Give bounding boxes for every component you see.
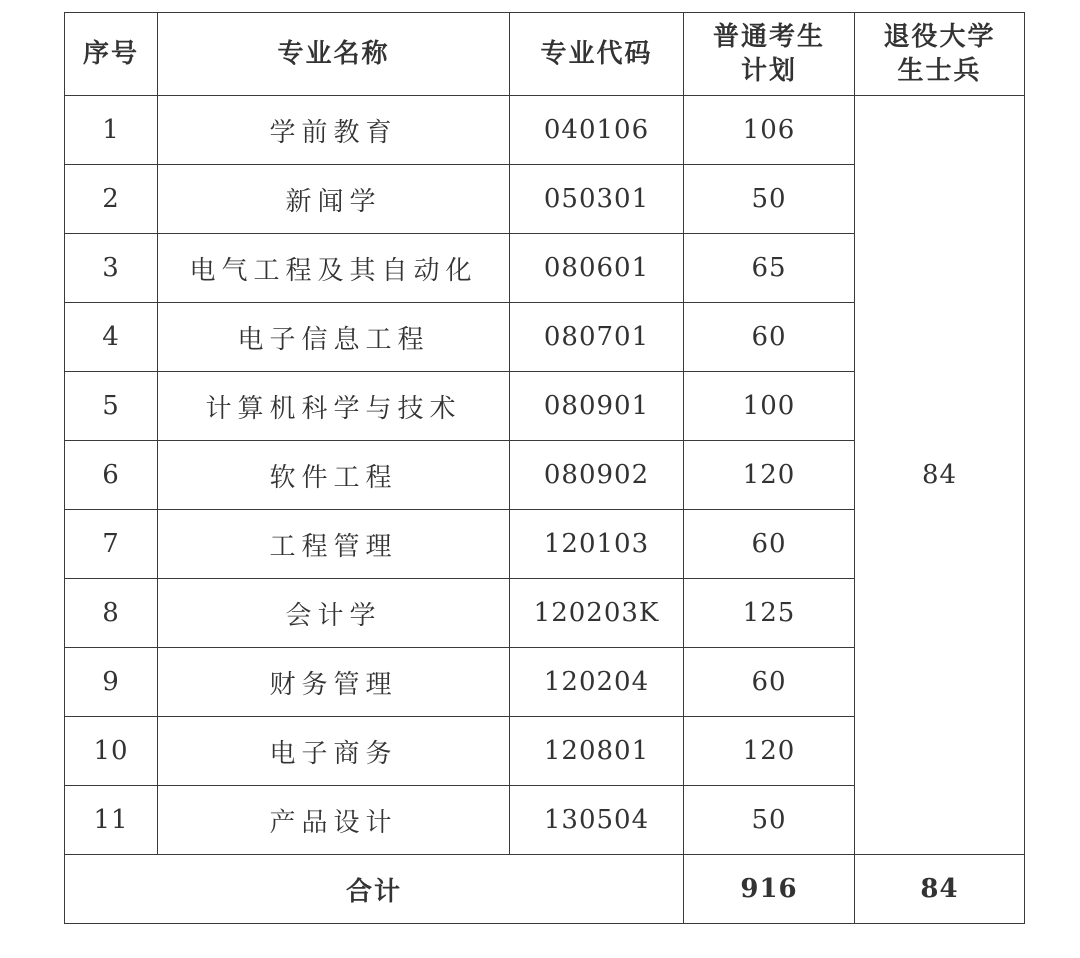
row-major-name: 新闻学 [158, 165, 510, 234]
enrollment-plan-table [64, 12, 1025, 924]
header-regular-plan-line2: 计划 [740, 56, 797, 86]
row-regular-plan: 125 [684, 579, 855, 648]
row-regular-plan: 50 [684, 165, 855, 234]
row-regular-plan: 120 [684, 717, 855, 786]
row-major-name: 工程管理 [158, 510, 510, 579]
header-row [65, 13, 1025, 96]
row-index: 2 [65, 165, 158, 234]
row-major-name: 产品设计 [158, 786, 510, 855]
row-regular-plan: 120 [684, 441, 855, 510]
header-major-code: 专业代码 [510, 13, 684, 96]
header-regular-plan-line1: 普通考生 [712, 22, 825, 52]
header-veteran-plan [855, 13, 1025, 96]
row-major-name: 会计学 [158, 579, 510, 648]
row-major-code: 040106 [510, 96, 684, 165]
table-row [65, 96, 1025, 165]
row-regular-plan: 60 [684, 510, 855, 579]
row-index: 3 [65, 234, 158, 303]
row-index: 11 [65, 786, 158, 855]
row-major-code: 120103 [510, 510, 684, 579]
row-regular-plan: 106 [684, 96, 855, 165]
row-index: 7 [65, 510, 158, 579]
row-regular-plan: 50 [684, 786, 855, 855]
total-label: 合计 [65, 855, 684, 924]
row-index: 5 [65, 372, 158, 441]
row-major-code: 130504 [510, 786, 684, 855]
header-veteran-line2: 生士兵 [897, 56, 982, 86]
row-index: 8 [65, 579, 158, 648]
header-major-name: 专业名称 [158, 13, 510, 96]
total-row [65, 855, 1025, 924]
row-major-code: 120801 [510, 717, 684, 786]
row-major-name: 电子商务 [158, 717, 510, 786]
total-regular-plan: 916 [684, 855, 855, 924]
table-header [65, 13, 1025, 96]
row-index: 9 [65, 648, 158, 717]
row-major-code: 080601 [510, 234, 684, 303]
row-major-code: 120204 [510, 648, 684, 717]
row-index: 10 [65, 717, 158, 786]
row-regular-plan: 60 [684, 648, 855, 717]
row-major-code: 080701 [510, 303, 684, 372]
row-major-name: 软件工程 [158, 441, 510, 510]
row-major-code: 080901 [510, 372, 684, 441]
row-major-code: 080902 [510, 441, 684, 510]
veteran-plan-merged-cell: 84 [855, 96, 1025, 855]
row-index: 6 [65, 441, 158, 510]
row-major-code: 050301 [510, 165, 684, 234]
row-regular-plan: 100 [684, 372, 855, 441]
row-regular-plan: 60 [684, 303, 855, 372]
total-veteran-plan: 84 [855, 855, 1025, 924]
row-major-code: 120203K [510, 579, 684, 648]
row-major-name: 财务管理 [158, 648, 510, 717]
row-index: 4 [65, 303, 158, 372]
row-regular-plan: 65 [684, 234, 855, 303]
row-major-name: 电气工程及其自动化 [158, 234, 510, 303]
row-major-name: 电子信息工程 [158, 303, 510, 372]
row-major-name: 学前教育 [158, 96, 510, 165]
row-major-name: 计算机科学与技术 [158, 372, 510, 441]
header-index: 序号 [65, 13, 158, 96]
table-body [65, 96, 1025, 924]
header-veteran-line1: 退役大学 [883, 22, 996, 52]
row-index: 1 [65, 96, 158, 165]
header-regular-plan [684, 13, 855, 96]
